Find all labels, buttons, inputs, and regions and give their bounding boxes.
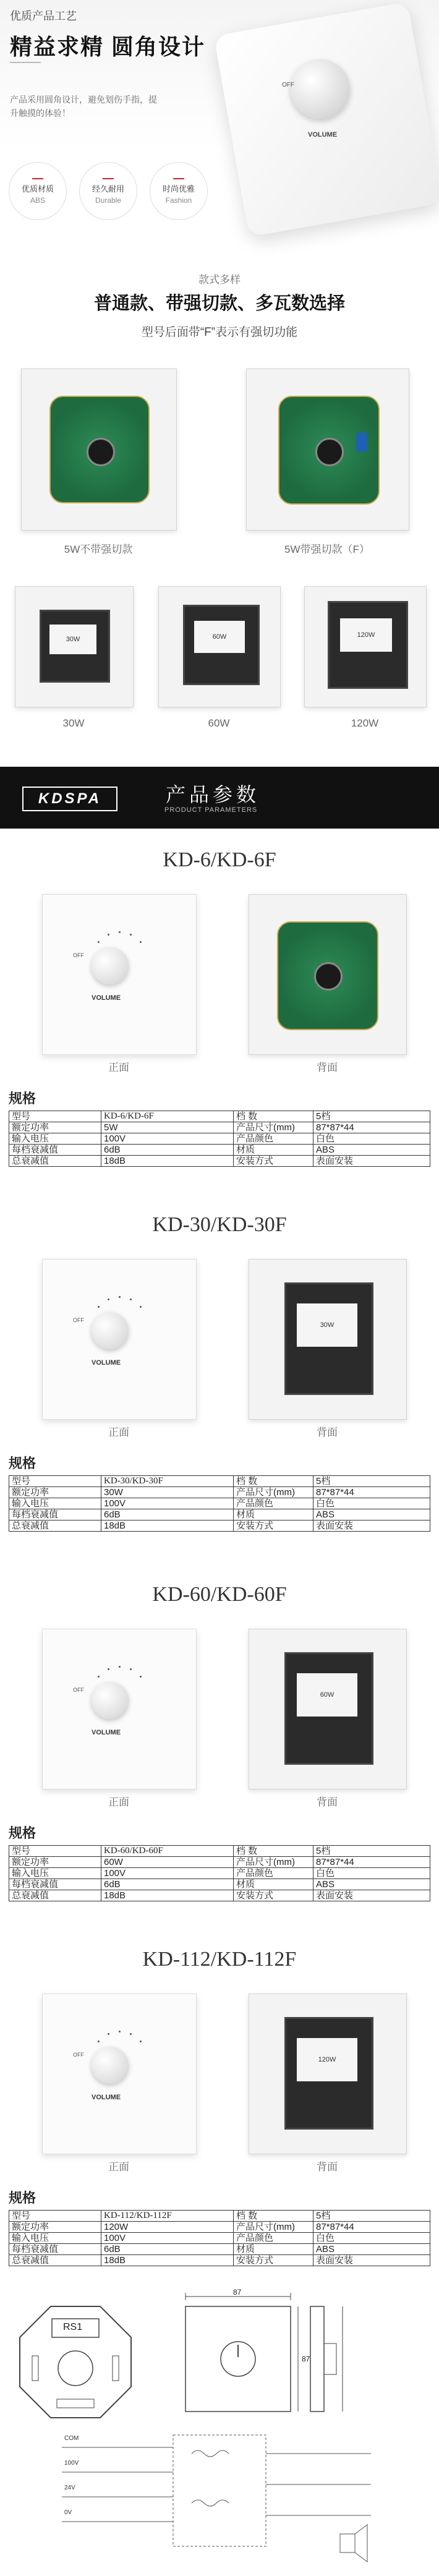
volume-knob bbox=[92, 947, 129, 984]
caption-5wf: 5W带强切款（F） bbox=[284, 544, 370, 555]
spec-cell: 产品颜色 bbox=[234, 2233, 313, 2244]
spec-cell: 材质 bbox=[234, 2244, 313, 2255]
wiring-label: 0V bbox=[64, 2509, 72, 2516]
spec-cell: ABS bbox=[313, 1145, 430, 1156]
speaker-symbol bbox=[340, 2534, 355, 2553]
side-box-outline bbox=[324, 2344, 336, 2374]
spec-row bbox=[9, 1156, 430, 1167]
transformer-label: 60W bbox=[297, 1673, 357, 1717]
step-tick bbox=[119, 2031, 121, 2032]
hero-volume-knob bbox=[291, 59, 350, 119]
spec-cell: 6dB bbox=[101, 1145, 234, 1156]
spec-cell: 87*87*44 bbox=[313, 2222, 430, 2233]
off-label: OFF bbox=[73, 1317, 84, 1323]
pcb-label: RS1 bbox=[63, 2322, 83, 2332]
step-tick bbox=[119, 931, 121, 933]
volume-label: VOLUME bbox=[92, 1729, 121, 1736]
step-tick bbox=[98, 941, 100, 943]
volume-knob bbox=[92, 1682, 129, 1719]
spec-cell: 18dB bbox=[101, 1520, 234, 1532]
spec-cell: 产品尺寸(mm) bbox=[234, 1857, 313, 1868]
volume-knob bbox=[92, 1312, 129, 1349]
spec-cell: 白色 bbox=[313, 2233, 430, 2244]
spec-cell: 5档 bbox=[313, 2211, 430, 2222]
feature-dash bbox=[103, 178, 114, 179]
front-caption: 正面 bbox=[108, 1796, 129, 1808]
spec-cell: 安装方式 bbox=[234, 1520, 313, 1532]
spec-cell: 5档 bbox=[313, 1476, 430, 1487]
spec-cell: 材质 bbox=[234, 1509, 313, 1520]
spec-cell: 30W bbox=[101, 1487, 234, 1498]
spec-cell: 白色 bbox=[313, 1498, 430, 1509]
spec-cell: 总衰减值 bbox=[9, 1890, 101, 1901]
spec-cell: 总衰减值 bbox=[9, 1156, 101, 1167]
spec-cell: 总衰减值 bbox=[9, 1520, 101, 1532]
step-tick bbox=[108, 2033, 109, 2035]
spec-cell: 87*87*44 bbox=[313, 1487, 430, 1498]
transformer-label: 60W bbox=[194, 621, 245, 653]
front-caption: 正面 bbox=[108, 1427, 129, 1438]
height-dimension-label: 87 bbox=[302, 2355, 310, 2363]
spec-cell: 输入电压 bbox=[9, 2233, 101, 2244]
spec-row bbox=[9, 1890, 430, 1901]
step-tick bbox=[130, 934, 132, 936]
step-tick bbox=[119, 1666, 121, 1668]
spec-table bbox=[9, 1111, 430, 1167]
spec-cell: 型号 bbox=[9, 2211, 101, 2222]
spec-row bbox=[9, 1122, 430, 1133]
spec-heading: 规格 bbox=[9, 2190, 36, 2206]
coil-symbol bbox=[192, 2450, 229, 2457]
spec-cell: 安装方式 bbox=[234, 1156, 313, 1167]
spec-row bbox=[9, 2222, 430, 2233]
transformer-label: 30W bbox=[49, 625, 96, 654]
off-label: OFF bbox=[73, 952, 84, 958]
spec-table bbox=[9, 1845, 430, 1901]
spec-cell: 型号 bbox=[9, 1476, 101, 1487]
spec-row bbox=[9, 2244, 430, 2255]
step-tick bbox=[140, 1306, 142, 1308]
feature-badge-durable bbox=[79, 162, 137, 220]
hero-divider bbox=[10, 62, 41, 63]
rotary-switch bbox=[314, 962, 343, 991]
feature-dash bbox=[173, 178, 184, 179]
pcb-outline-diagram bbox=[14, 2300, 137, 2424]
spec-cell: 87*87*44 bbox=[313, 1857, 430, 1868]
spec-cell: 表面安装 bbox=[313, 1520, 430, 1532]
spec-cell: KD-60/KD-60F bbox=[101, 1846, 234, 1857]
spec-cell: KD-30/KD-30F bbox=[101, 1476, 234, 1487]
spec-cell: 每档衰减值 bbox=[9, 1879, 101, 1890]
spec-cell: 18dB bbox=[101, 1890, 234, 1901]
spec-cell: 白色 bbox=[313, 1133, 430, 1145]
brand-subtitle: PRODUCT PARAMETERS bbox=[164, 806, 258, 814]
spec-cell: 87*87*44 bbox=[313, 1122, 430, 1133]
resistor-outline bbox=[32, 2356, 38, 2381]
caption-120w: 120W bbox=[351, 717, 379, 729]
spec-cell: 安装方式 bbox=[234, 1890, 313, 1901]
back-caption: 背面 bbox=[317, 2161, 338, 2173]
spec-cell: 产品尺寸(mm) bbox=[234, 1487, 313, 1498]
spec-cell: 总衰减值 bbox=[9, 2255, 101, 2266]
spec-cell: 每档衰减值 bbox=[9, 1509, 101, 1520]
rotary-outline bbox=[58, 2351, 93, 2386]
spec-row bbox=[9, 1498, 430, 1509]
spec-cell: 额定功率 bbox=[9, 2222, 101, 2233]
spec-cell: 档 数 bbox=[234, 1111, 313, 1122]
back-caption: 背面 bbox=[317, 1796, 338, 1808]
spec-cell: 18dB bbox=[101, 1156, 234, 1167]
feature-badge-abs bbox=[9, 162, 67, 220]
width-dimension-label: 87 bbox=[233, 2288, 242, 2297]
step-tick bbox=[140, 2041, 142, 2042]
spec-row bbox=[9, 1846, 430, 1857]
spec-cell: 额定功率 bbox=[9, 1122, 101, 1133]
spec-row bbox=[9, 1879, 430, 1890]
spec-cell: KD-112/KD-112F bbox=[101, 2211, 234, 2222]
spec-cell: 额定功率 bbox=[9, 1487, 101, 1498]
hero-product-panel bbox=[214, 2, 439, 237]
spec-row bbox=[9, 1509, 430, 1520]
step-tick bbox=[98, 1676, 100, 1678]
step-tick bbox=[119, 1296, 121, 1298]
spec-cell: 5W bbox=[101, 1122, 234, 1133]
hero-description: 产品采用圆角设计，避免划伤手指，提升触摸的体验！ bbox=[10, 95, 157, 118]
front-caption: 正面 bbox=[108, 2161, 129, 2173]
resistor-outline bbox=[113, 2356, 119, 2381]
spec-cell: 材质 bbox=[234, 1145, 313, 1156]
spec-cell: 档 数 bbox=[234, 1846, 313, 1857]
product-model-title: KD-6/KD-6F bbox=[163, 848, 276, 871]
spec-cell: 型号 bbox=[9, 1846, 101, 1857]
hero-volume-label: VOLUME bbox=[308, 131, 338, 139]
module-outline bbox=[173, 2435, 266, 2546]
spec-cell: 每档衰减值 bbox=[9, 1145, 101, 1156]
variety-note: 型号后面带“F”表示有强切功能 bbox=[141, 326, 298, 339]
spec-cell: 输入电压 bbox=[9, 1498, 101, 1509]
spec-cell: 6dB bbox=[101, 1509, 234, 1520]
front-outline bbox=[185, 2306, 291, 2412]
spec-cell: 120W bbox=[101, 2222, 234, 2233]
volume-label: VOLUME bbox=[92, 994, 121, 1002]
side-outline bbox=[310, 2306, 324, 2412]
feature-cn: 优质材质 bbox=[21, 184, 54, 194]
back-caption: 背面 bbox=[317, 1062, 338, 1073]
spec-cell: 60W bbox=[101, 1857, 234, 1868]
spec-cell: 输入电压 bbox=[9, 1133, 101, 1145]
spec-row bbox=[9, 2233, 430, 2244]
coil-symbol bbox=[192, 2500, 229, 2506]
brand-logo: KDSPA bbox=[22, 787, 117, 811]
step-tick bbox=[130, 2033, 132, 2035]
rotary-switch bbox=[87, 438, 115, 466]
spec-cell: 产品尺寸(mm) bbox=[234, 1122, 313, 1133]
spec-cell: 产品颜色 bbox=[234, 1868, 313, 1879]
step-tick bbox=[98, 1306, 100, 1308]
transformer-label: 30W bbox=[297, 1303, 357, 1347]
spec-row bbox=[9, 2211, 430, 2222]
product-model-title: KD-60/KD-60F bbox=[152, 1583, 287, 1606]
spec-cell: 100V bbox=[101, 1868, 234, 1879]
feature-dash bbox=[32, 178, 43, 179]
spec-heading: 规格 bbox=[9, 1456, 36, 1471]
spec-cell: 5档 bbox=[313, 1846, 430, 1857]
spec-cell: 档 数 bbox=[234, 2211, 313, 2222]
off-label: OFF bbox=[73, 1687, 84, 1693]
front-caption: 正面 bbox=[108, 1062, 129, 1073]
feature-en: Durable bbox=[95, 195, 122, 205]
hero-subtitle: 优质产品工艺 bbox=[10, 10, 77, 22]
spec-row bbox=[9, 1111, 430, 1122]
caption-60w: 60W bbox=[208, 717, 230, 729]
speaker-cone bbox=[355, 2525, 367, 2562]
spec-cell: 18dB bbox=[101, 2255, 234, 2266]
off-label: OFF bbox=[73, 2052, 84, 2058]
volume-label: VOLUME bbox=[92, 2094, 121, 2101]
rotary-switch bbox=[315, 438, 344, 466]
spec-cell: 输入电压 bbox=[9, 1868, 101, 1879]
spec-cell: 产品颜色 bbox=[234, 1133, 313, 1145]
back-caption: 背面 bbox=[317, 1427, 338, 1438]
transformer-label: 120W bbox=[297, 2038, 357, 2081]
hero-title: 精益求精 圆角设计 bbox=[10, 34, 206, 59]
transformer-label: 120W bbox=[340, 618, 392, 652]
spec-row bbox=[9, 2255, 430, 2266]
product-model-title: KD-30/KD-30F bbox=[152, 1213, 287, 1236]
terminal-outline bbox=[57, 2399, 94, 2408]
volume-knob bbox=[92, 2047, 129, 2084]
step-tick bbox=[130, 1299, 132, 1300]
step-tick bbox=[108, 1668, 109, 1670]
dimension-diagram bbox=[167, 2288, 352, 2418]
spec-cell: 产品尺寸(mm) bbox=[234, 2222, 313, 2233]
spec-row bbox=[9, 1145, 430, 1156]
spec-cell: 材质 bbox=[234, 1879, 313, 1890]
spec-cell: 每档衰减值 bbox=[9, 2244, 101, 2255]
spec-cell: 100V bbox=[101, 1498, 234, 1509]
spec-row bbox=[9, 1487, 430, 1498]
spec-row bbox=[9, 1868, 430, 1879]
spec-table bbox=[9, 2210, 430, 2266]
spec-cell: 6dB bbox=[101, 2244, 234, 2255]
feature-cn: 时尚优雅 bbox=[162, 184, 195, 194]
hero-off-label: OFF bbox=[282, 82, 294, 88]
spec-row bbox=[9, 1857, 430, 1868]
step-tick bbox=[140, 941, 142, 943]
spec-cell: 表面安装 bbox=[313, 1890, 430, 1901]
spec-cell: 额定功率 bbox=[9, 1857, 101, 1868]
wiring-label: COM bbox=[64, 2435, 79, 2442]
step-tick bbox=[98, 2041, 100, 2042]
spec-cell: KD-6/KD-6F bbox=[101, 1111, 234, 1122]
spec-cell: 安装方式 bbox=[234, 2255, 313, 2266]
spec-heading: 规格 bbox=[9, 1091, 36, 1106]
step-tick bbox=[140, 1676, 142, 1678]
spec-row bbox=[9, 1476, 430, 1487]
spec-cell: 5档 bbox=[313, 1111, 430, 1122]
feature-cn: 经久耐用 bbox=[92, 184, 124, 194]
spec-cell: ABS bbox=[313, 1509, 430, 1520]
step-tick bbox=[130, 1668, 132, 1670]
variety-subtitle: 款式多样 bbox=[198, 274, 241, 286]
relay-component bbox=[356, 433, 367, 451]
spec-cell: 产品颜色 bbox=[234, 1498, 313, 1509]
spec-table bbox=[9, 1475, 430, 1532]
wiring-label: 100V bbox=[64, 2460, 79, 2467]
spec-heading: 规格 bbox=[9, 1825, 36, 1841]
spec-cell: 表面安装 bbox=[313, 1156, 430, 1167]
product-model-title: KD-112/KD-112F bbox=[142, 1948, 297, 1971]
spec-row bbox=[9, 1133, 430, 1145]
step-tick bbox=[108, 934, 109, 936]
brand-title: 产品参数 bbox=[166, 783, 260, 806]
wiring-schematic bbox=[49, 2429, 396, 2565]
spec-cell: 白色 bbox=[313, 1868, 430, 1879]
variety-title: 普通款、带强切款、多瓦数选择 bbox=[93, 294, 345, 313]
feature-en: Fashion bbox=[165, 195, 192, 205]
spec-cell: 6dB bbox=[101, 1879, 234, 1890]
spec-cell: 档 数 bbox=[234, 1476, 313, 1487]
spec-cell: 表面安装 bbox=[313, 2255, 430, 2266]
spec-cell: 100V bbox=[101, 2233, 234, 2244]
spec-cell: 型号 bbox=[9, 1111, 101, 1122]
spec-cell: ABS bbox=[313, 1879, 430, 1890]
caption-30w: 30W bbox=[62, 717, 85, 729]
spec-row bbox=[9, 1520, 430, 1532]
wiring-label: 24V bbox=[64, 2484, 75, 2491]
spec-cell: 100V bbox=[101, 1133, 234, 1145]
step-tick bbox=[108, 1299, 109, 1300]
caption-5w: 5W不带强切款 bbox=[64, 544, 133, 555]
feature-en: ABS bbox=[30, 195, 45, 205]
volume-label: VOLUME bbox=[92, 1359, 121, 1367]
spec-cell: ABS bbox=[313, 2244, 430, 2255]
feature-badge-fashion bbox=[150, 162, 208, 220]
